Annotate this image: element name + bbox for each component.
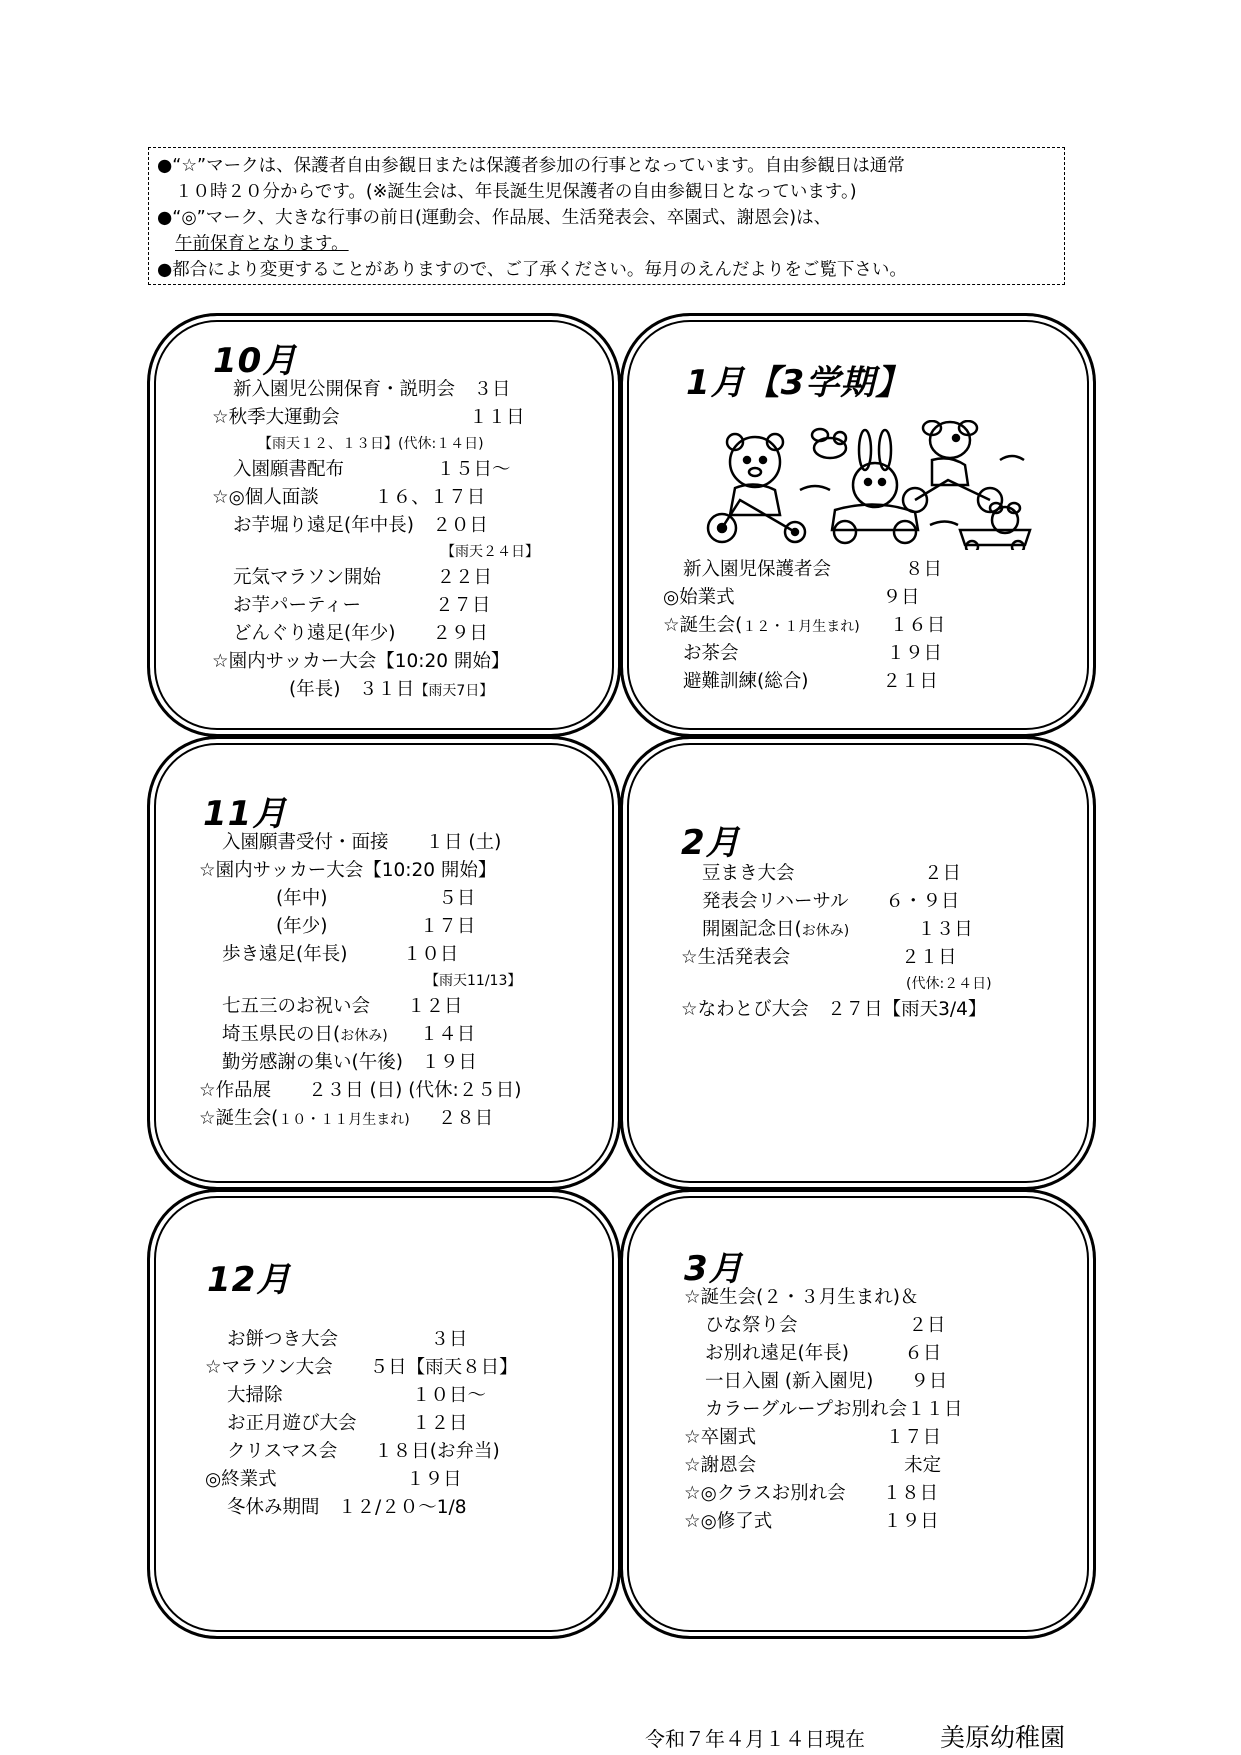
october-title: 10月 [213, 341, 298, 381]
october-row: (年長) ３１日【雨天7日】 [289, 679, 494, 700]
notice-box [148, 147, 1065, 285]
december-row: 大掃除 １０日〜 [227, 1385, 487, 1406]
november-row: 埼玉県民の日(お休み) １４日 [222, 1024, 476, 1045]
february-row: 発表会リハーサル ６・９日 [702, 891, 960, 912]
december-row: ◎終業式 １９日 [205, 1469, 462, 1490]
december-title: 12月 [207, 1260, 292, 1300]
notice-line-2: １０時２０分からです。(※誕生会は、年長誕生児保護者の自由参観日となっています。) [175, 182, 857, 202]
notice-line-4: 午前保育となります。 [175, 234, 349, 254]
january-row: 新入園児保護者会 ８日 [683, 559, 943, 580]
october-row: どんぐり遠足(年少) ２９日 [233, 623, 488, 644]
december-row: 冬休み期間 １２/２０〜1/8 [227, 1497, 467, 1518]
march-row: ☆◎修了式 １９日 [684, 1511, 939, 1532]
march-row: ☆誕生会(２・３月生まれ)＆ [684, 1287, 919, 1308]
december-row: お餅つき大会 ３日 [227, 1329, 468, 1350]
notice-line-1: ●“☆”マークは、保護者自由参観日または保護者参加の行事となっています。自由参観日は通常 [157, 156, 905, 176]
december-row: ☆マラソン大会 ５日【雨天８日】 [205, 1357, 518, 1378]
november-row: (年中) ５日 [276, 888, 476, 909]
november-row: 歩き遠足(年長) １０日 [222, 944, 459, 965]
november-row: 七五三のお祝い会 １２日 [222, 996, 463, 1017]
footer-date: 令和７年４月１４日現在 [645, 1727, 865, 1751]
children-illustration [700, 420, 1040, 550]
november-row: (年少) １７日 [276, 916, 476, 937]
november-row: 【雨天11/13】 [425, 973, 522, 989]
october-row: お芋パーティー ２７日 [233, 595, 491, 616]
january-row: お茶会 １９日 [683, 643, 943, 664]
february-title: 2月 [681, 823, 741, 863]
november-row: 勤労感謝の集い(午後) １９日 [222, 1052, 477, 1073]
march-row: ☆謝恩会 未定 [684, 1455, 942, 1476]
november-row: ☆作品展 ２３日 (日) (代休:２５日) [199, 1080, 522, 1101]
notice-line-3: ●“◎”マーク、大きな行事の前日(運動会、作品展、生活発表会、卒園式、謝恩会)は、 [157, 208, 832, 228]
february-row: 豆まき大会 ２日 [702, 863, 962, 884]
february-row: 開園記念日(お休み) １３日 [702, 919, 973, 940]
december-row: クリスマス会 １８日(お弁当) [227, 1441, 500, 1462]
october-row: ☆園内サッカー大会【10:20 開始】 [212, 651, 510, 672]
march-row: カラーグループお別れ会１１日 [705, 1399, 963, 1420]
school-name: 美原幼稚園 [940, 1723, 1066, 1752]
november-title: 11月 [203, 794, 288, 834]
october-row: 新入園児公開保育・説明会 ３日 [233, 379, 511, 400]
october-row: お芋堀り遠足(年中長) ２０日 [233, 515, 488, 536]
february-row: (代休:２４日) [906, 976, 992, 992]
october-row: ☆◎個人面談 １６、１７日 [212, 487, 486, 508]
march-row: ☆◎クラスお別れ会 １８日 [684, 1483, 939, 1504]
february-row: ☆なわとび大会 ２７日【雨天3/4】 [681, 999, 987, 1020]
october-row: 入園願書配布 １５日〜 [233, 459, 511, 480]
january-row: 避難訓練(総合) ２１日 [683, 671, 938, 692]
notice-line-5: ●都合により変更することがありますので、ご了承ください。毎月のえんだよりをご覧下さい。 [157, 260, 907, 280]
october-row: 元気マラソン開始 ２２日 [233, 567, 493, 588]
january-row: ◎始業式 ９日 [663, 587, 920, 608]
october-row: 【雨天１２、１３日】(代休:１４日) [258, 436, 484, 452]
october-row: 【雨天２４日】 [441, 544, 539, 560]
february-row: ☆生活発表会 ２１日 [681, 947, 957, 968]
december-row: お正月遊び大会 １２日 [227, 1413, 468, 1434]
march-row: お別れ遠足(年長) ６日 [705, 1343, 942, 1364]
january-row: ☆誕生会(１２・１月生まれ) １６日 [663, 615, 946, 636]
march-row: ☆卒園式 １７日 [684, 1427, 942, 1448]
march-row: ひな祭り会 ２日 [705, 1315, 946, 1336]
november-row: ☆園内サッカー大会【10:20 開始】 [199, 860, 497, 881]
november-row: 入園願書受付・面接 １日 (土) [222, 832, 502, 853]
november-row: ☆誕生会(１０・１１月生まれ) ２８日 [199, 1108, 494, 1129]
march-row: 一日入園 (新入園児) ９日 [705, 1371, 948, 1392]
october-row: ☆秋季大運動会 １１日 [212, 407, 525, 428]
march-title: 3月 [684, 1249, 744, 1289]
january-title: 1月【3学期】 [686, 363, 911, 403]
